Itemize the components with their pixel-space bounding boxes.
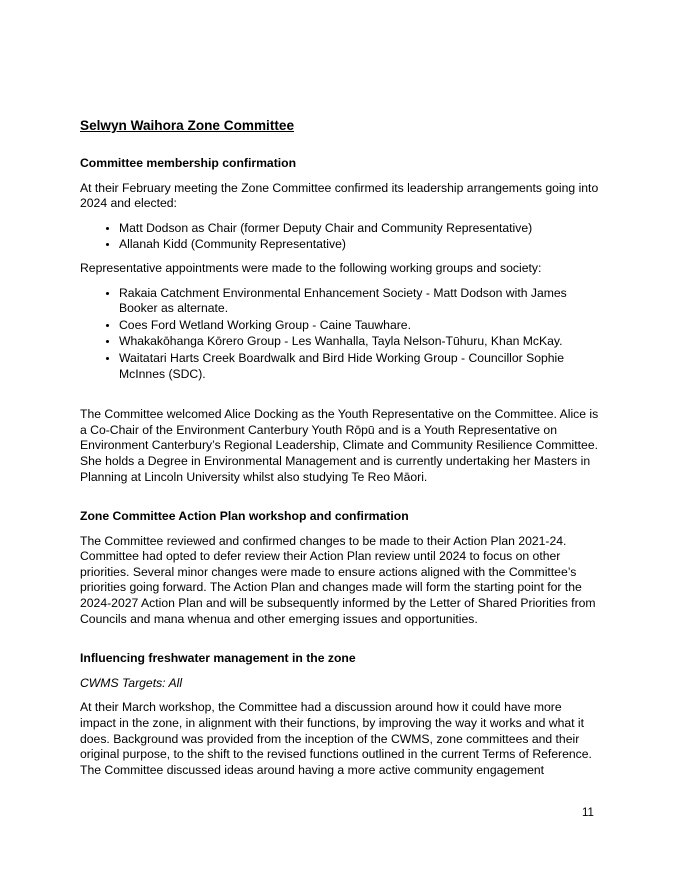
elected-list xyxy=(80,221,600,253)
youth-representative-paragraph: The Committee welcomed Alice Docking as the Youth Representative on the Committee. Alice is a Co-Chair of the Environment Canterbury Youth Rōpū and is a Youth Representative on Environment Canterbury’s Regional Leadership, Climate and Community Resilience Committee. She holds a Degree in Environmental Management and is currently undertaking her Masters in Planning at Lincoln University whilst also studying Te Reo Māori. xyxy=(80,407,599,484)
action-plan-heading: Zone Committee Action Plan workshop and confirmation xyxy=(80,509,409,524)
appointments-list xyxy=(80,286,600,383)
membership-intro: At their February meeting the Zone Committee confirmed its leadership arrangements going into 2024 and elected: xyxy=(80,180,599,211)
list-item: • Rakaia Catchment Environmental Enhancement Society - Matt Dodson with James Booker as alternate. xyxy=(119,286,600,317)
list-item: • Matt Dodson as Chair (former Deputy Chair and Community Representative) xyxy=(119,221,600,237)
page-number: 11 xyxy=(582,807,594,819)
action-plan-body: The Committee reviewed and confirmed changes to be made to their Action Plan 2021-24. Committee had opted to defer review their Action Plan review until 2024 to focus on other priorities. Several minor changes were made to ensure actions aligned with the Committee’s priorities going forward. The Action Plan and changes made will form the starting point for the 2024-2027 Action Plan and will be subsequently informed by the Letter of Shared Priorities from Councils and mana whenua and other emerging issues and opportunities. xyxy=(80,533,596,626)
list-item: • Whakakōhanga Kōrero Group - Les Wanhalla, Tayla Nelson-Tūhuru, Khan McKay. xyxy=(119,334,600,350)
freshwater-heading: Influencing freshwater management in the zone xyxy=(80,651,356,666)
document-title: Selwyn Waihora Zone Committee xyxy=(80,118,295,133)
list-item: • Coes Ford Wetland Working Group - Caine Tauwhare. xyxy=(119,318,600,334)
cwms-targets: CWMS Targets: All xyxy=(80,675,183,690)
freshwater-body: At their March workshop, the Committee had a discussion around how it could have more impact in the zone, in alignment with their functions, by improving the way it works and what it does. Background was provided from the inception of the CWMS, zone committees and their original purpose, to the shift to the revised functions outlined in the current Terms of Reference. The Committee discussed ideas around having a more active community engagement xyxy=(80,700,592,777)
appointments-intro: Representative appointments were made to the following working groups and society: xyxy=(80,260,542,275)
membership-heading: Committee membership confirmation xyxy=(80,156,297,170)
list-item: • Allanah Kidd (Community Representative) xyxy=(119,237,600,253)
list-item: • Waitatari Harts Creek Boardwalk and Bird Hide Working Group - Councillor Sophie McInnes (SDC). xyxy=(119,351,600,382)
page-content xyxy=(80,117,600,787)
